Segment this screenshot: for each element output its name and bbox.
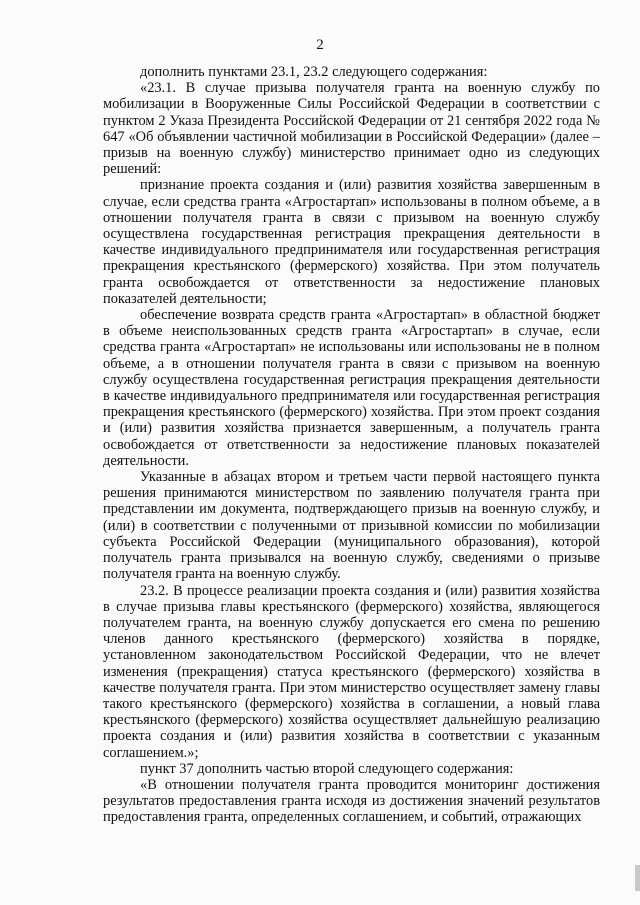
paragraph-point-37: пункт 37 дополнить частью второй следующего содержания: <box>140 760 514 777</box>
paragraph-decision-conditions: Указанные в абзацах втором и третьем части первой настоящего пункта решения принимаются министерством по заявлению получателя гранта при представлении им документа, подтверждающего призыв на военную службу, и (или) в соответствии с полученными от призывной комиссии по мобилизации субъекта Российской Федерации (муниципального образования), которой получатель гранта призывался на военную службу, сведениями о призыве получателя гранта на военную службу. <box>103 469 600 583</box>
paragraph-intro: дополнить пунктами 23.1, 23.2 следующего содержания: <box>140 64 488 80</box>
document-body <box>103 64 600 826</box>
page-number: 2 <box>316 37 324 53</box>
paragraph-monitoring: «В отношении получателя гранта проводится мониторинг достижения результатов предоставления гранта исходя из достижения значений результатов предоставления гранта, определенных соглашением, и событий, отражающих <box>103 776 600 826</box>
scan-edge-mark <box>635 865 640 891</box>
paragraph-decision-refund: обеспечение возврата средств гранта «Агростартап» в областной бюджет в объеме неиспользованных средств гранта «Агростартап» в случае, если средства гранта «Агростартап» не использованы или использованы не в полном объеме, а в отношении получателя гранта в связи с призывом на военную службу осуществлена государственная регистрация прекращения деятельности в качестве индивидуального предпринимателя или государственная регистрация прекращения крестьянского (фермерского) хозяйства. При этом проект создания и (или) развития хозяйства признается завершенным, а получатель гранта освобождается от ответственности за недостижение плановых показателей деятельности. <box>103 307 600 469</box>
paragraph-decision-completed: признание проекта создания и (или) развития хозяйства завершенным в случае, если средства гранта «Агростартап» использованы в полном объеме, а в отношении получателя гранта в связи с призывом на военную службу осуществлена государственная регистрация прекращения деятельности в качестве индивидуального предпринимателя или государственная регистрация прекращения крестьянского (фермерского) хозяйства. При этом получатель гранта освобождается от ответственности за недостижение плановых показателей деятельности; <box>103 177 600 307</box>
paragraph-23-1: «23.1. В случае призыва получателя гранта на военную службу по мобилизации в Вооруженные Силы Российской Федерации в соответствии с пунктом 2 Указа Президента Российской Федерации от 21 сентября 2022 года № 647 «Об объявлении частичной мобилизации в Российской Федерации» (далее – призыв на военную службу) министерство принимает одно из следующих решений: <box>103 80 600 178</box>
paragraph-23-2: 23.2. В процессе реализации проекта создания и (или) развития хозяйства в случае призыва главы крестьянского (фермерского) хозяйства, являющегося получателем гранта, на военную службу допускается его смена по решению членов данного крестьянского (фермерского) хозяйства в порядке, установленном законодательством Российской Федерации, что не влечет изменения (прекращения) статуса крестьянского (фермерского) хозяйства в качестве получателя гранта. При этом министерство осуществляет замену главы такого крестьянского (фермерского) хозяйства в соглашении, а новый глава крестьянского (фермерского) хозяйства осуществляет дальнейшую реализацию проекта создания и (или) развития хозяйства в соответствии с указанным соглашением.»; <box>103 582 600 761</box>
